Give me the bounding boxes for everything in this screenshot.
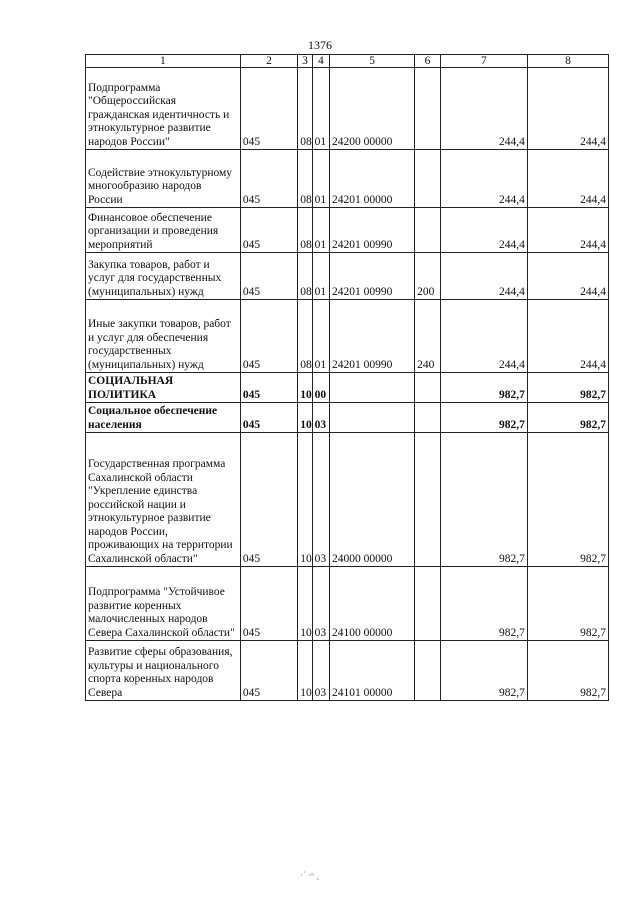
row-section-cell: 10 [298,403,312,433]
row-subsection-cell: 01 [312,68,329,150]
table-row [86,150,609,208]
row-name-cell: Государственная программа Сахалинской области "Укрепление единства российской нации и этнокультурное развитие народов России, проживающих на территории Сахалинской области" [86,433,241,567]
row-section-cell: 10 [298,433,312,567]
row-expense-type-cell: 200 [415,253,441,300]
row-expense-type-cell [415,208,441,253]
row-expense-type-cell [415,68,441,150]
column-header: 3 [298,55,312,68]
table-row [86,253,609,300]
table-row [86,641,609,701]
row-section-cell: 08 [298,150,312,208]
row-expense-type-cell [415,373,441,403]
row-target-cell: 24200 00000 [330,68,415,150]
row-amount-cell: 982,7 [527,373,608,403]
row-code-cell: 045 [240,403,297,433]
row-subsection-cell: 01 [312,150,329,208]
row-code-cell: 045 [240,641,297,701]
row-amount-cell: 244,4 [527,68,608,150]
row-name-cell: Подпрограмма "Общероссийская гражданская идентичность и этнокультурное развитие народов России" [86,68,241,150]
table-header-row [86,55,609,68]
row-code-cell: 045 [240,208,297,253]
row-code-cell: 045 [240,433,297,567]
column-header: 8 [527,55,608,68]
row-subsection-cell: 03 [312,433,329,567]
row-expense-type-cell [415,403,441,433]
row-code-cell: 045 [240,300,297,373]
row-amount-cell: 244,4 [527,300,608,373]
row-target-cell: 24100 00000 [330,567,415,641]
row-section-cell: 10 [298,641,312,701]
row-subsection-cell: 01 [312,208,329,253]
table-row [86,403,609,433]
column-header: 7 [440,55,527,68]
column-header: 6 [415,55,441,68]
table-row [86,68,609,150]
row-name-cell: СОЦИАЛЬНАЯ ПОЛИТИКА [86,373,241,403]
row-amount-cell: 244,4 [440,150,527,208]
row-target-cell: 24201 00000 [330,150,415,208]
row-target-cell: 24101 00000 [330,641,415,701]
row-section-cell: 08 [298,68,312,150]
row-subsection-cell: 03 [312,567,329,641]
row-amount-cell: 982,7 [440,641,527,701]
row-amount-cell: 244,4 [440,208,527,253]
column-header: 4 [312,55,329,68]
row-code-cell: 045 [240,373,297,403]
row-expense-type-cell [415,567,441,641]
row-amount-cell: 982,7 [527,433,608,567]
row-amount-cell: 244,4 [527,208,608,253]
budget-table [85,54,609,701]
row-section-cell: 10 [298,373,312,403]
row-code-cell: 045 [240,68,297,150]
row-expense-type-cell: 240 [415,300,441,373]
row-amount-cell: 982,7 [440,433,527,567]
row-section-cell: 08 [298,253,312,300]
row-expense-type-cell [415,641,441,701]
row-section-cell: 08 [298,208,312,253]
row-amount-cell: 982,7 [440,403,527,433]
row-name-cell: Иные закупки товаров, работ и услуг для обеспечения государственных (муниципальных) нужд [86,300,241,373]
row-name-cell: Социальное обеспечение населения [86,403,241,433]
page-number: 1376 [308,38,332,52]
table-row [86,208,609,253]
column-header: 5 [330,55,415,68]
row-subsection-cell: 01 [312,300,329,373]
table-row [86,567,609,641]
row-code-cell: 045 [240,567,297,641]
row-section-cell: 08 [298,300,312,373]
row-subsection-cell: 03 [312,403,329,433]
row-code-cell: 045 [240,150,297,208]
row-target-cell: 24201 00990 [330,208,415,253]
row-amount-cell: 244,4 [440,253,527,300]
table-row [86,373,609,403]
row-amount-cell: 982,7 [440,567,527,641]
row-amount-cell: 244,4 [440,300,527,373]
row-target-cell: 24201 00990 [330,253,415,300]
row-target-cell: 24201 00990 [330,300,415,373]
column-header: 1 [86,55,241,68]
row-name-cell: Закупка товаров, работ и услуг для государственных (муниципальных) нужд [86,253,241,300]
row-name-cell: Содействие этнокультурному многообразию народов России [86,150,241,208]
row-target-cell [330,373,415,403]
row-amount-cell: 982,7 [527,403,608,433]
row-amount-cell: 244,4 [527,253,608,300]
row-expense-type-cell [415,433,441,567]
table-row [86,300,609,373]
row-amount-cell: 244,4 [527,150,608,208]
row-subsection-cell: 03 [312,641,329,701]
row-name-cell: Подпрограмма "Устойчивое развитие коренных малочисленных народов Севера Сахалинской области" [86,567,241,641]
row-amount-cell: 982,7 [440,373,527,403]
row-subsection-cell: 00 [312,373,329,403]
table-row [86,433,609,567]
scan-artifact: ·˙ ·ᵒ ˷ [300,870,320,880]
table-body [86,68,609,701]
row-name-cell: Развитие сферы образования, культуры и национального спорта коренных народов Севера [86,641,241,701]
row-code-cell: 045 [240,253,297,300]
row-name-cell: Финансовое обеспечение организации и проведения мероприятий [86,208,241,253]
row-target-cell: 24000 00000 [330,433,415,567]
row-subsection-cell: 01 [312,253,329,300]
row-section-cell: 10 [298,567,312,641]
row-target-cell [330,403,415,433]
column-header: 2 [240,55,297,68]
row-amount-cell: 244,4 [440,68,527,150]
row-expense-type-cell [415,150,441,208]
row-amount-cell: 982,7 [527,567,608,641]
row-amount-cell: 982,7 [527,641,608,701]
